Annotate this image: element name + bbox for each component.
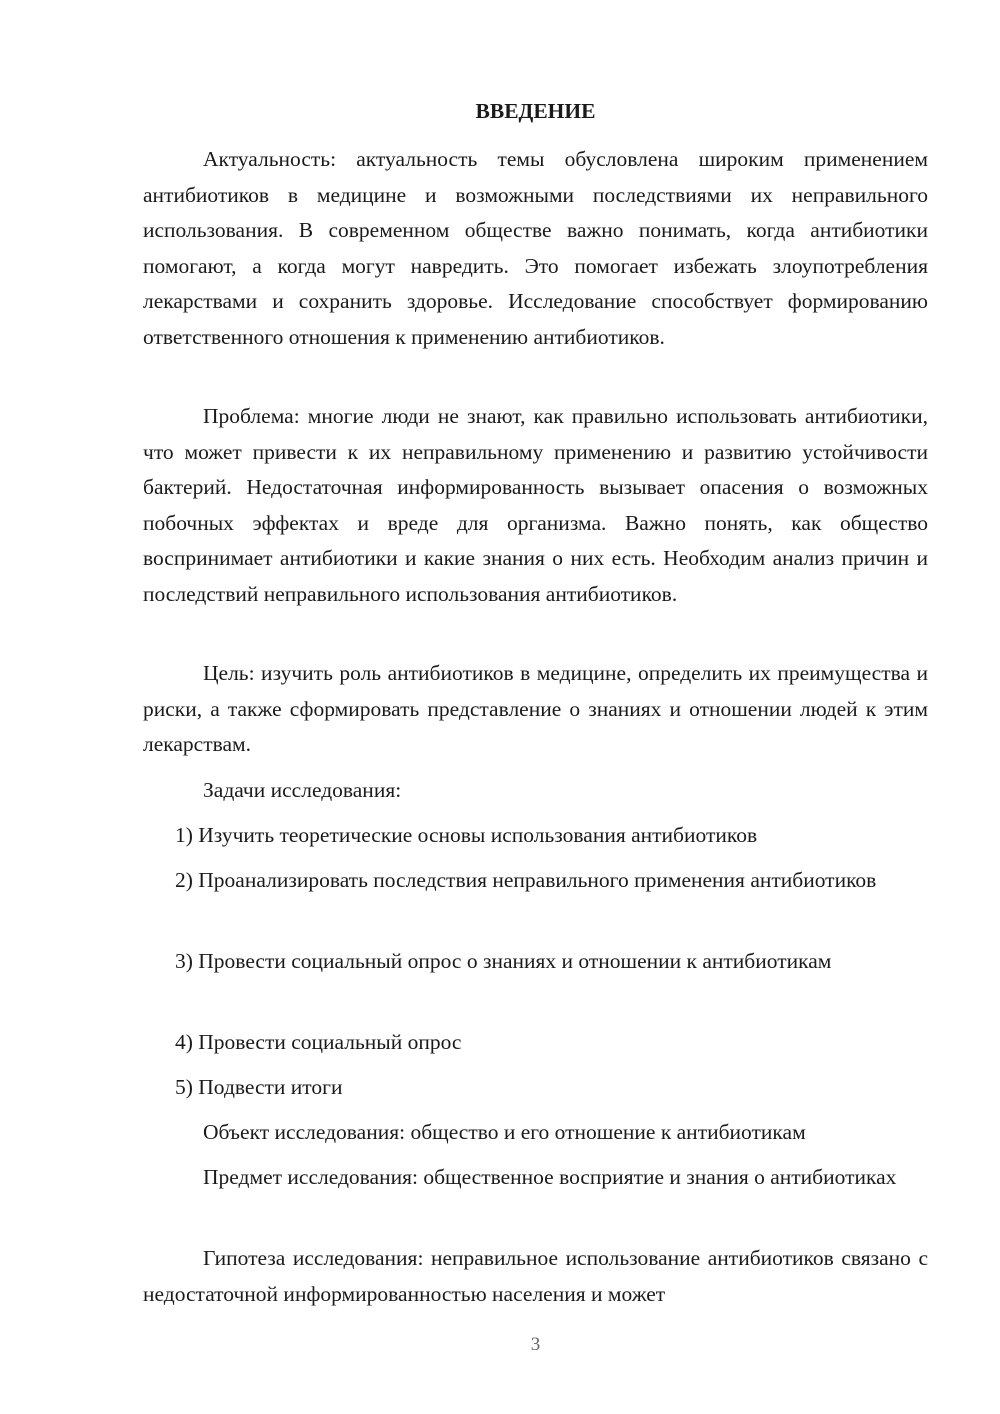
task-item-2: 2) Проанализировать последствия неправильного применения антибиотиков bbox=[175, 868, 877, 892]
problem-paragraph: Проблема: многие люди не знают, как правильно использовать антибиотики, что может привести к их неправильному применению и развитию устойчивости бактерий. Недостаточная информированность вызывает опасения о возможных побочных эффектах и вреде для организма. Важно понять, как общество воспринимает антибиотики и какие знания о них есть. Необходим анализ причин и последствий неправильного использования антибиотиков. bbox=[143, 404, 928, 606]
task-item-5: 5) Подвести итоги bbox=[175, 1075, 343, 1099]
relevance-paragraph: Актуальность: актуальность темы обусловлена широким применением антибиотиков в медицине и возможными последствиями их неправильного использования. В современном обществе важно понимать, когда антибиотики помогают, а когда могут навредить. Это помогает избежать злоупотребления лекарствами и сохранить здоровье. Исследование способствует формированию ответственного отношения к применению антибиотиков. bbox=[143, 147, 928, 349]
subject-paragraph: Предмет исследования: общественное восприятие и знания о антибиотиках bbox=[203, 1165, 897, 1189]
page-number: 3 bbox=[530, 1334, 541, 1355]
task-item-3: 3) Провести социальный опрос о знаниях и отношении к антибиотикам bbox=[175, 949, 832, 973]
section-title: ВВЕДЕНИЕ bbox=[475, 99, 596, 123]
tasks-heading: Задачи исследования: bbox=[203, 778, 402, 802]
goal-paragraph: Цель: изучить роль антибиотиков в медицине, определить их преимущества и риски, а также сформировать представление о знаниях и отношении людей к этим лекарствам. bbox=[143, 661, 928, 756]
object-paragraph: Объект исследования: общество и его отношение к антибиотикам bbox=[203, 1120, 806, 1144]
task-item-1: 1) Изучить теоретические основы использования антибиотиков bbox=[175, 823, 758, 847]
hypothesis-paragraph: Гипотеза исследования: неправильное использование антибиотиков связано с недостаточной информированностью населения и может bbox=[143, 1246, 928, 1306]
task-item-4: 4) Провести социальный опрос bbox=[175, 1030, 462, 1054]
